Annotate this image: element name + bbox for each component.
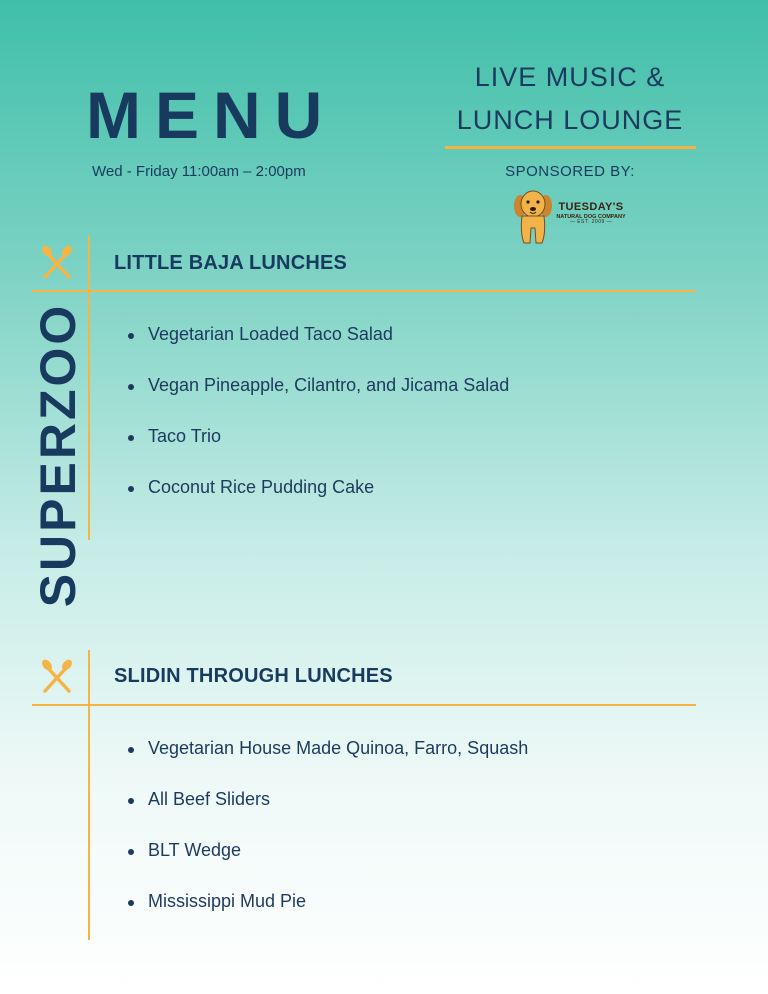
bullet-icon [128, 435, 134, 441]
menu-item: Taco Trio [130, 426, 221, 447]
bullet-icon [128, 333, 134, 339]
lounge-title [444, 56, 696, 142]
side-label: SUPERZOO [30, 302, 86, 608]
menu-item: Vegetarian Loaded Taco Salad [130, 324, 393, 345]
bullet-icon [128, 849, 134, 855]
menu-item: Vegan Pineapple, Cilantro, and Jicama Salad [130, 375, 509, 396]
sponsor-brand-name: TUESDAY'S [558, 201, 624, 213]
sponsor-brand [551, 201, 631, 226]
bullet-icon [128, 486, 134, 492]
hours-text: Wed - Friday 11:00am – 2:00pm [92, 163, 306, 180]
lounge-title-line2: LUNCH LOUNGE [456, 105, 684, 135]
section-2-vertical-rule [88, 650, 90, 940]
bullet-icon [128, 798, 134, 804]
sponsored-by-label: SPONSORED BY: [505, 163, 635, 180]
lounge-title-line1: LIVE MUSIC & [474, 62, 666, 92]
menu-item: All Beef Sliders [130, 789, 270, 810]
menu-title: MENU [86, 78, 337, 152]
section-1-vertical-rule [88, 236, 90, 540]
menu-item: Mississippi Mud Pie [130, 891, 306, 912]
section-1-horizontal-rule [32, 290, 696, 292]
section-2-horizontal-rule [32, 704, 696, 706]
section-title: SLIDIN THROUGH LUNCHES [114, 665, 393, 687]
bullet-icon [128, 747, 134, 753]
sponsor-brand-subtitle: NATURAL DOG COMPANY [556, 213, 626, 220]
lounge-divider [445, 146, 696, 149]
menu-item: Vegetarian House Made Quinoa, Farro, Squash [130, 738, 528, 759]
bullet-icon [128, 384, 134, 390]
menu-item: BLT Wedge [130, 840, 241, 861]
utensils-icon [37, 657, 77, 697]
sponsor-brand-established: — EST. 2009 — [569, 218, 613, 225]
utensils-icon [37, 243, 77, 283]
bullet-icon [128, 900, 134, 906]
section-title: LITTLE BAJA LUNCHES [114, 252, 348, 274]
menu-item: Coconut Rice Pudding Cake [130, 477, 374, 498]
